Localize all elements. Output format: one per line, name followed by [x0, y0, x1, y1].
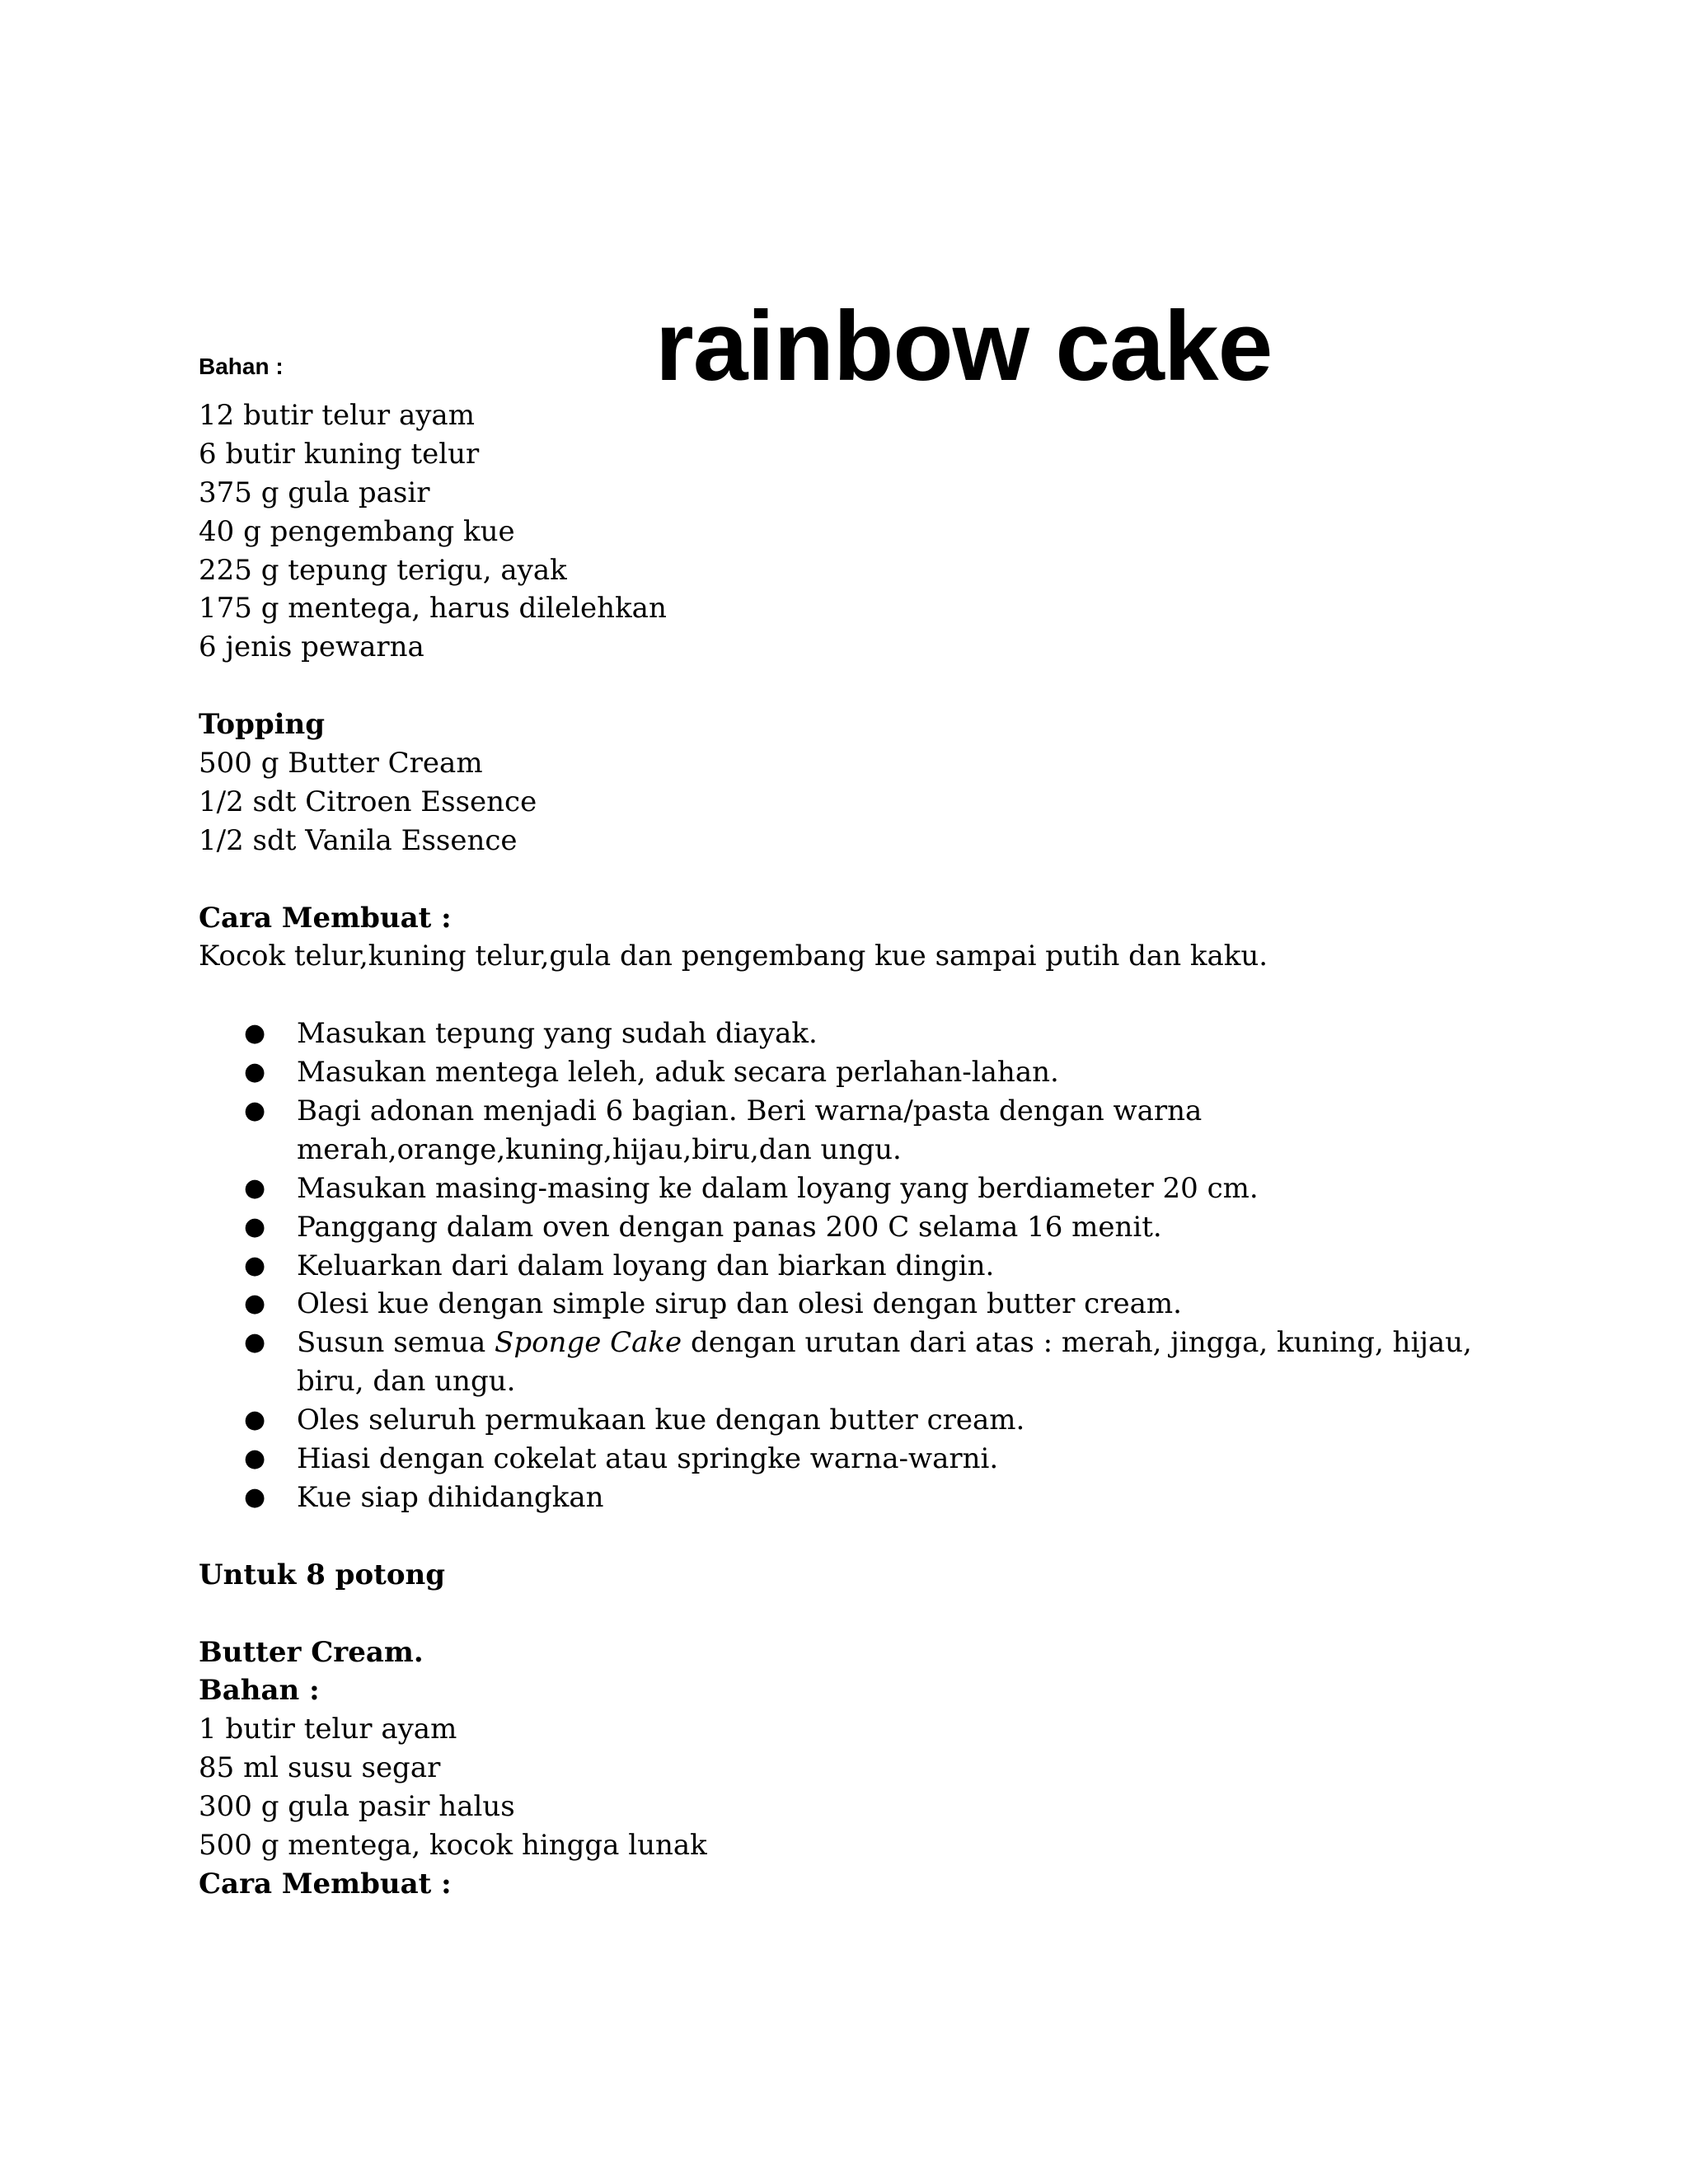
ingredient-item: 300 g gula pasir halus	[199, 1790, 515, 1824]
ingredient-item: 40 g pengembang kue	[199, 514, 515, 548]
ingredient-item: 85 ml susu segar	[199, 1751, 441, 1785]
butter-cream-ingredient-list	[199, 1710, 1484, 1865]
bullet-icon: ●	[244, 1019, 266, 1048]
step-item: ● Keluarkan dari dalam loyang dan biarkan dingin.	[199, 1247, 1484, 1286]
bullet-icon: ●	[244, 1212, 266, 1241]
serving-note: Untuk 8 potong	[199, 1558, 446, 1591]
topping-item: 1/2 sdt Vanila Essence	[199, 823, 518, 857]
ingredient-item: 12 butir telur ayam	[199, 399, 475, 432]
topping-heading: Topping	[199, 708, 326, 742]
bullet-icon: ●	[244, 1289, 266, 1319]
recipe-title: rainbow cake	[655, 291, 1273, 401]
italic-term: Sponge Cake	[495, 1326, 682, 1360]
method-steps	[199, 1015, 1484, 1517]
step-item: ● Susun semua Sponge Cake dengan urutan dari atas : merah, jingga, kuning, hijau, biru, dan ungu.	[199, 1324, 1484, 1401]
ingredients-label: Bahan :	[199, 354, 284, 379]
bullet-icon: ●	[244, 1057, 266, 1087]
ingredient-item: 175 g mentega, harus dilelehkan	[199, 592, 667, 626]
bullet-icon: ●	[244, 1482, 266, 1511]
ingredient-list	[199, 396, 1484, 667]
bullet-icon: ●	[244, 1096, 266, 1126]
topping-list	[199, 744, 1484, 860]
step-item: ● Olesi kue dengan simple sirup dan olesi dengan butter cream.	[199, 1285, 1484, 1324]
ingredient-item: 6 butir kuning telur	[199, 437, 480, 471]
butter-cream-ingredients-label: Bahan :	[199, 1674, 320, 1708]
ingredient-item: 6 jenis pewarna	[199, 630, 424, 664]
bullet-icon: ●	[244, 1405, 266, 1435]
step-item: ● Masukan masing-masing ke dalam loyang yang berdiameter 20 cm.	[199, 1169, 1484, 1208]
bullet-icon: ●	[244, 1173, 266, 1202]
ingredient-item: 225 g tepung terigu, ayak	[199, 553, 567, 587]
step-item: ● Masukan mentega leleh, aduk secara perlahan-lahan.	[199, 1053, 1484, 1092]
step-item: ● Kue siap dihidangkan	[199, 1479, 1484, 1517]
method-intro: Kocok telur,kuning telur,gula dan pengembang kue sampai putih dan kaku.	[199, 940, 1268, 973]
butter-cream-heading: Butter Cream.	[199, 1635, 424, 1669]
bullet-icon: ●	[244, 1328, 266, 1357]
ingredient-item: 375 g gula pasir	[199, 476, 430, 509]
topping-item: 500 g Butter Cream	[199, 747, 483, 780]
step-item: ● Panggang dalam oven dengan panas 200 C selama 16 menit.	[199, 1208, 1484, 1247]
step-item: ● Bagi adonan menjadi 6 bagian. Beri warna/pasta dengan warna merah,orange,kuning,hijau,biru,dan ungu.	[199, 1092, 1484, 1169]
ingredient-item: 1 butir telur ayam	[199, 1713, 457, 1746]
step-item: ● Oles seluruh permukaan kue dengan butter cream.	[199, 1401, 1484, 1440]
butter-cream-method-heading: Cara Membuat :	[199, 1867, 452, 1900]
ingredient-item: 500 g mentega, kocok hingga lunak	[199, 1828, 707, 1862]
topping-item: 1/2 sdt Citroen Essence	[199, 785, 537, 818]
step-item: ● Hiasi dengan cokelat atau springke warna-warni.	[199, 1440, 1484, 1479]
step-item: ● Masukan tepung yang sudah diayak.	[199, 1015, 1484, 1053]
bullet-icon: ●	[244, 1250, 266, 1280]
bullet-icon: ●	[244, 1444, 266, 1474]
method-heading: Cara Membuat :	[199, 901, 452, 935]
recipe-body	[199, 396, 1484, 1904]
